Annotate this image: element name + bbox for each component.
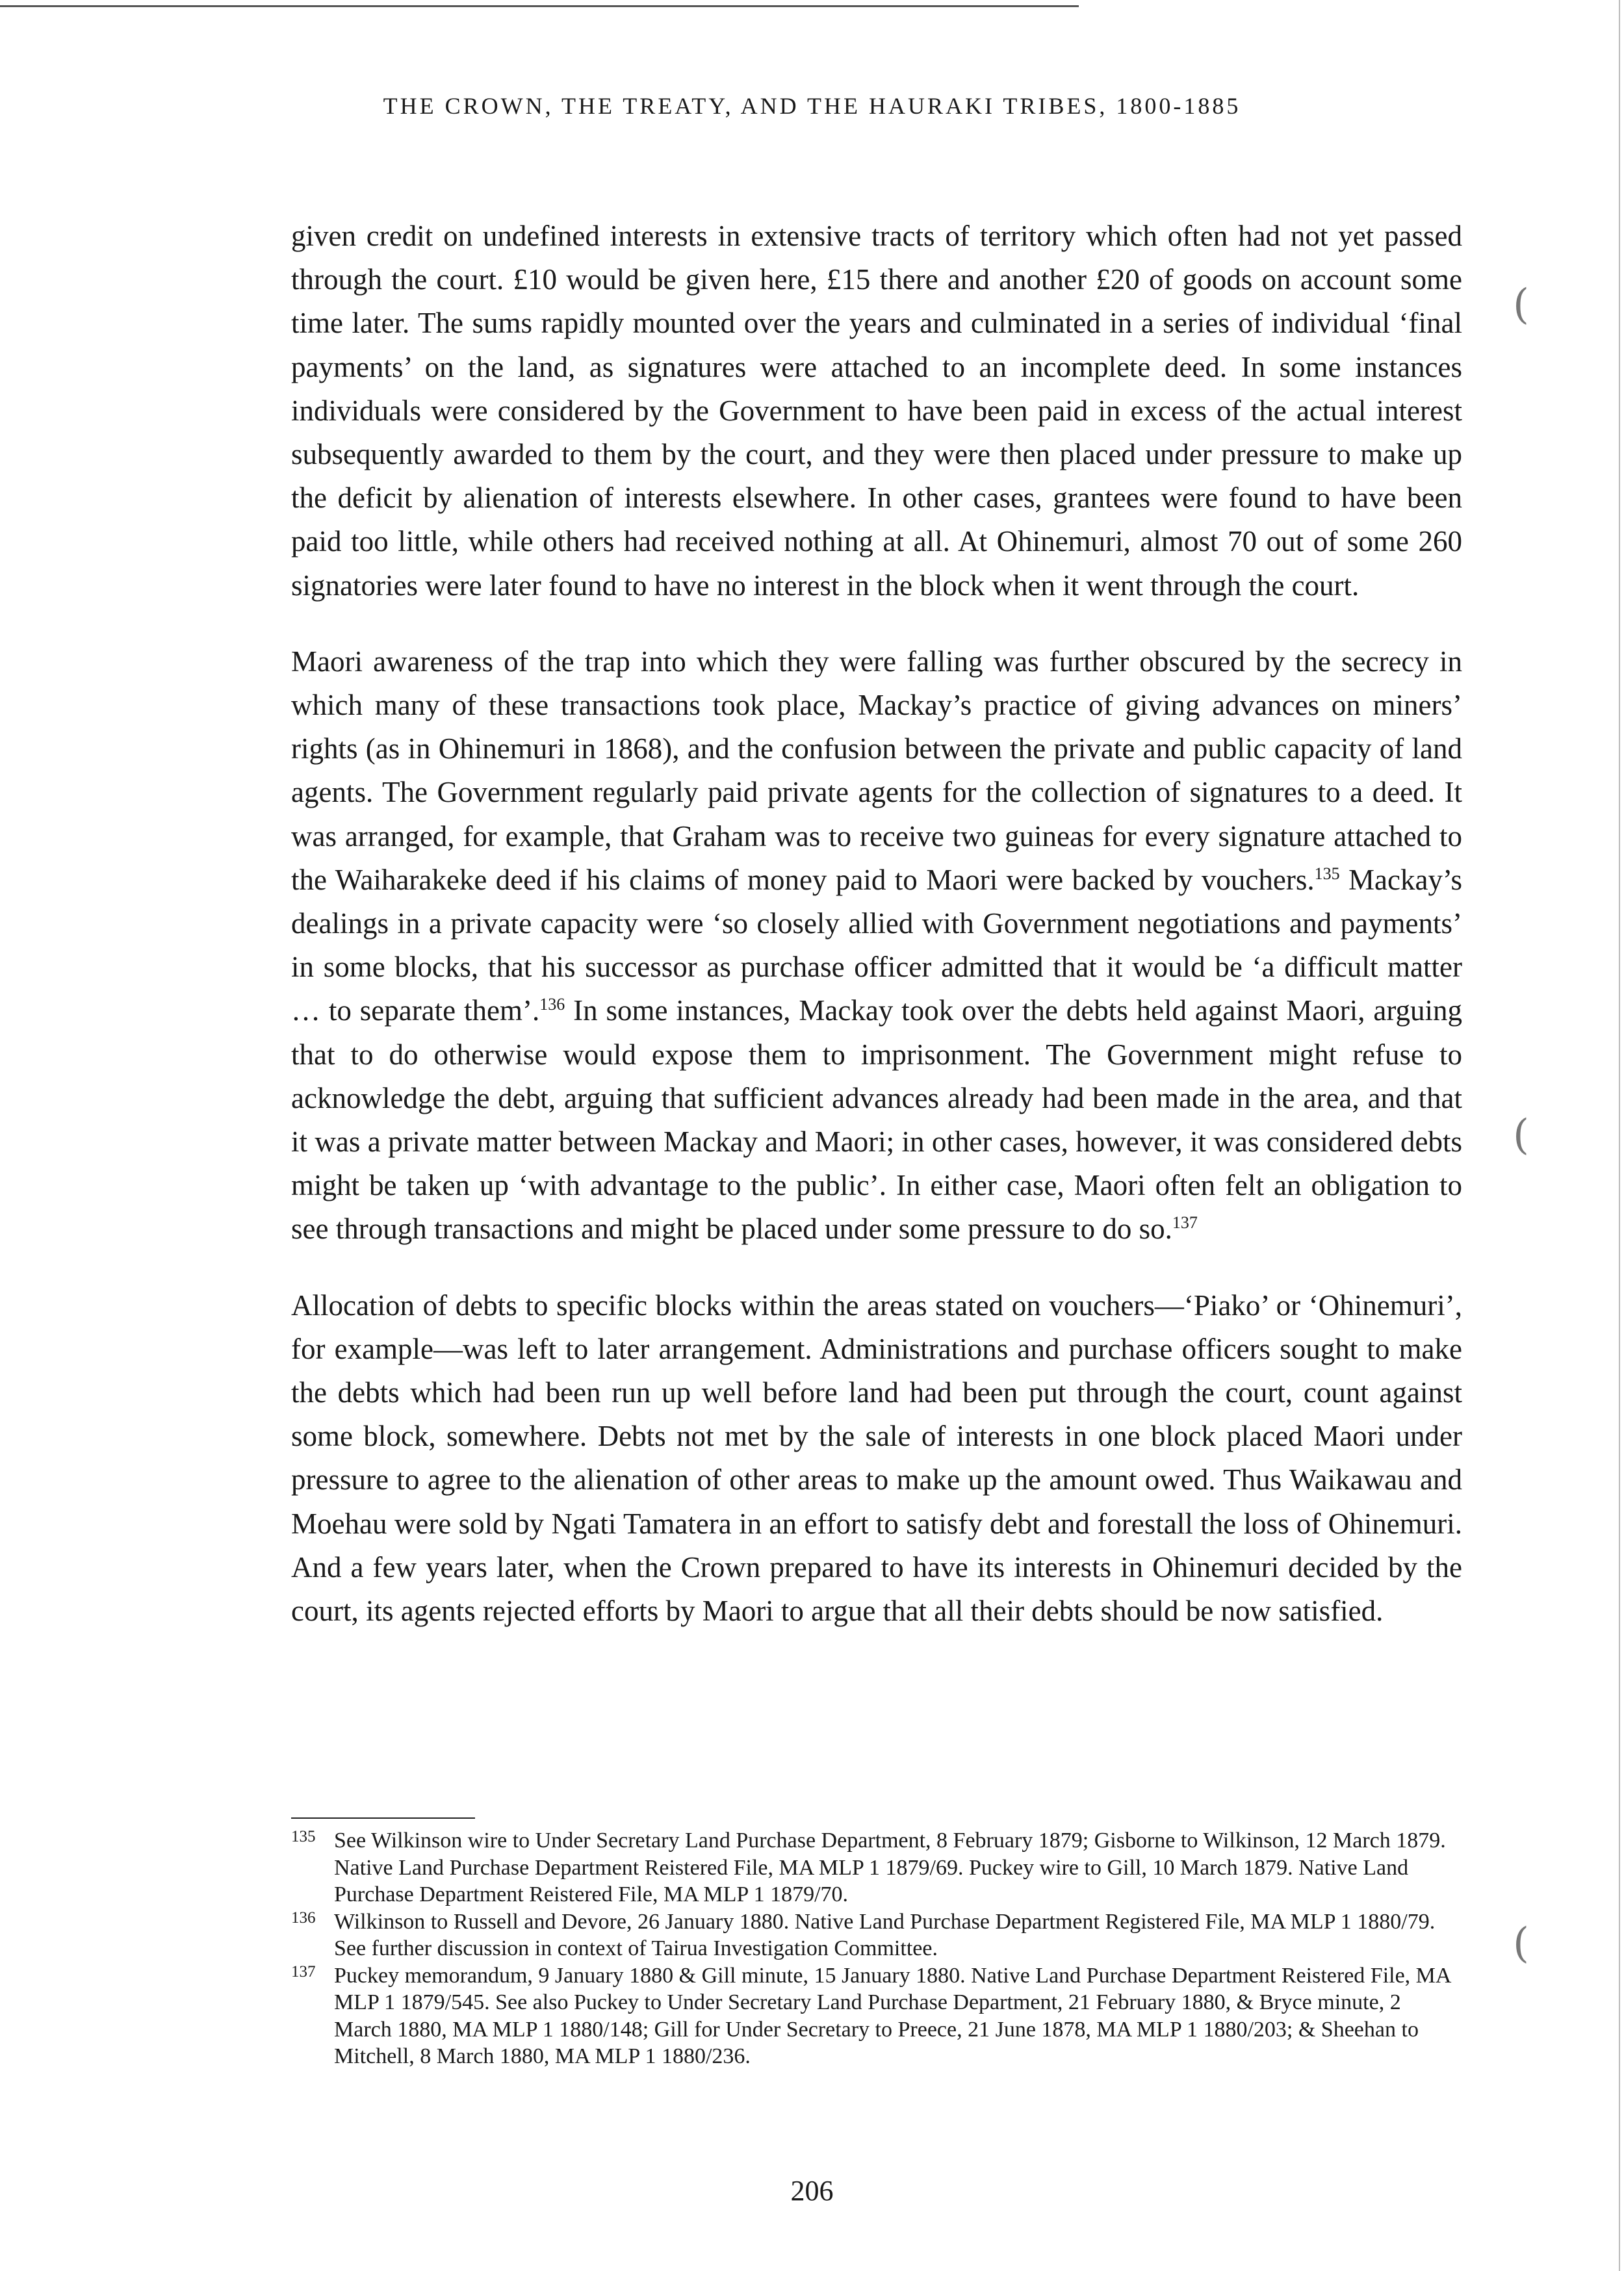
binding-hole-mark: ( [1513,1111,1529,1159]
page-number: 206 [790,2175,834,2207]
footnote-number: 137 [291,1962,316,1981]
paragraph-3 [291,1284,1462,1634]
paragraph-2-text-a: Maori awareness of the trap into which they were falling was further obscured by the secrecy in which many of these transactions took place, Mackay’s practice of giving advances on miners’ rights (as in Ohinemuri in 1868), and the confusion between the private and public capacity of land agents. The Government regularly paid private agents for the collection of signatures to a deed. It was arranged, for example, that Graham was to receive two guineas for every signature attached to the Waiharakeke deed if his claims of money paid to Maori were backed by vouchers. [291,645,1462,896]
top-rule [0,5,1079,7]
paragraph-2 [291,640,1462,1251]
running-head: THE CROWN, THE TREATY, AND THE HAURAKI TRIBES, 1800-1885 [383,93,1241,119]
footnote-ref-135: 135 [1314,864,1340,883]
footnote-text: Wilkinson to Russell and Devore, 26 January 1880. Native Land Purchase Department Registered File, MA MLP 1 1880/79. See further discussion in context of Tairua Investigation Committee. [334,1909,1436,1960]
footnote-135 [291,1827,1461,1908]
footnote-rule [291,1817,475,1819]
paragraph-3-text: Allocation of debts to specific blocks within the areas stated on vouchers—‘Piako’ or ‘Ohinemuri’, for example—was left to later arrangement. Administrations and purchase officers sought to make the debts which had been run up well before land had been put through the court, count against some block, somewhere. Debts not met by the sale of interests in one block placed Maori under pressure to agree to the alienation of other areas to make up the amount owed. Thus Waikawau and Moehau were sold by Ngati Tamatera in an effort to satisfy debt and forestall the loss of Ohinemuri. And a few years later, when the Crown prepared to have its interests in Ohinemuri decided by the court, its agents rejected efforts by Maori to argue that all their debts should be now satisfied. [291,1289,1462,1628]
binding-hole-mark: ( [1513,1919,1529,1968]
footnote-137 [291,1962,1461,2070]
footnote-text: Puckey memorandum, 9 January 1880 & Gill minute, 15 January 1880. Native Land Purchase Department Reistered File, MA MLP 1 1879/545. See also Puckey to Under Secretary Land Purchase Department, 21 February 1880, & Bryce minute, 2 March 1880, MA MLP 1 1880/148; Gill for Under Secretary to Preece, 21 June 1878, MA MLP 1 1880/203; & Sheehan to Mitchell, 8 March 1880, MA MLP 1 1880/236. [334,1963,1450,2068]
paragraph-2-text-b: Mackay’s dealings in a private capacity were ‘so closely allied with Government negotiations and payments’ in some blocks, that his successor as purchase officer admitted that it would be ‘a difficult matter … to separate them’. [291,863,1462,1027]
paragraph-1 [291,214,1462,608]
footnote-136 [291,1908,1461,1962]
footnote-ref-137: 137 [1172,1213,1198,1233]
paragraph-1-text: given credit on undefined interests in extensive tracts of territory which often had not yet passed through the court. £10 would be given here, £15 there and another £20 of goods on account some time later. The sums rapidly mounted over the years and culminated in a series of individual ‘final payments’ on the land, as signatures were attached to an incomplete deed. In some instances individuals were considered by the Government to have been paid in excess of the actual interest subsequently awarded to them by the court, and they were then placed under pressure to make up the deficit by alienation of interests elsewhere. In other cases, grantees were found to have been paid too little, while others had received nothing at all. At Ohinemuri, almost 70 out of some 260 signatories were later found to have no interest in the block when it went through the court. [291,220,1462,602]
footnotes [291,1827,1461,2070]
footnote-number: 135 [291,1828,316,1845]
body-text [291,214,1462,1665]
binding-hole-mark: ( [1513,281,1529,329]
footnote-text: See Wilkinson wire to Under Secretary Land Purchase Department, 8 February 1879; Gisborne to Wilkinson, 12 March 1879. Native Land Purchase Department Reistered File, MA MLP 1 1879/69. Puckey wire to Gill, 10 March 1879. Native Land Purchase Department Reistered File, MA MLP 1 1879/70. [334,1828,1446,1906]
footnote-ref-136: 136 [539,995,565,1014]
paragraph-2-text-c: In some instances, Mackay took over the debts held against Maori, arguing that to do otherwise would expose them to imprisonment. The Government might refuse to acknowledge the debt, arguing that sufficient advances already had been made in the area, and that it was a private matter between Mackay and Maori; in other cases, however, it was considered debts might be taken up ‘with advantage to the public’. In either case, Maori often felt an obligation to see through transactions and might be placed under some pressure to do so. [291,994,1462,1246]
page-edge [1619,0,1620,2271]
footnote-number: 136 [291,1908,316,1927]
